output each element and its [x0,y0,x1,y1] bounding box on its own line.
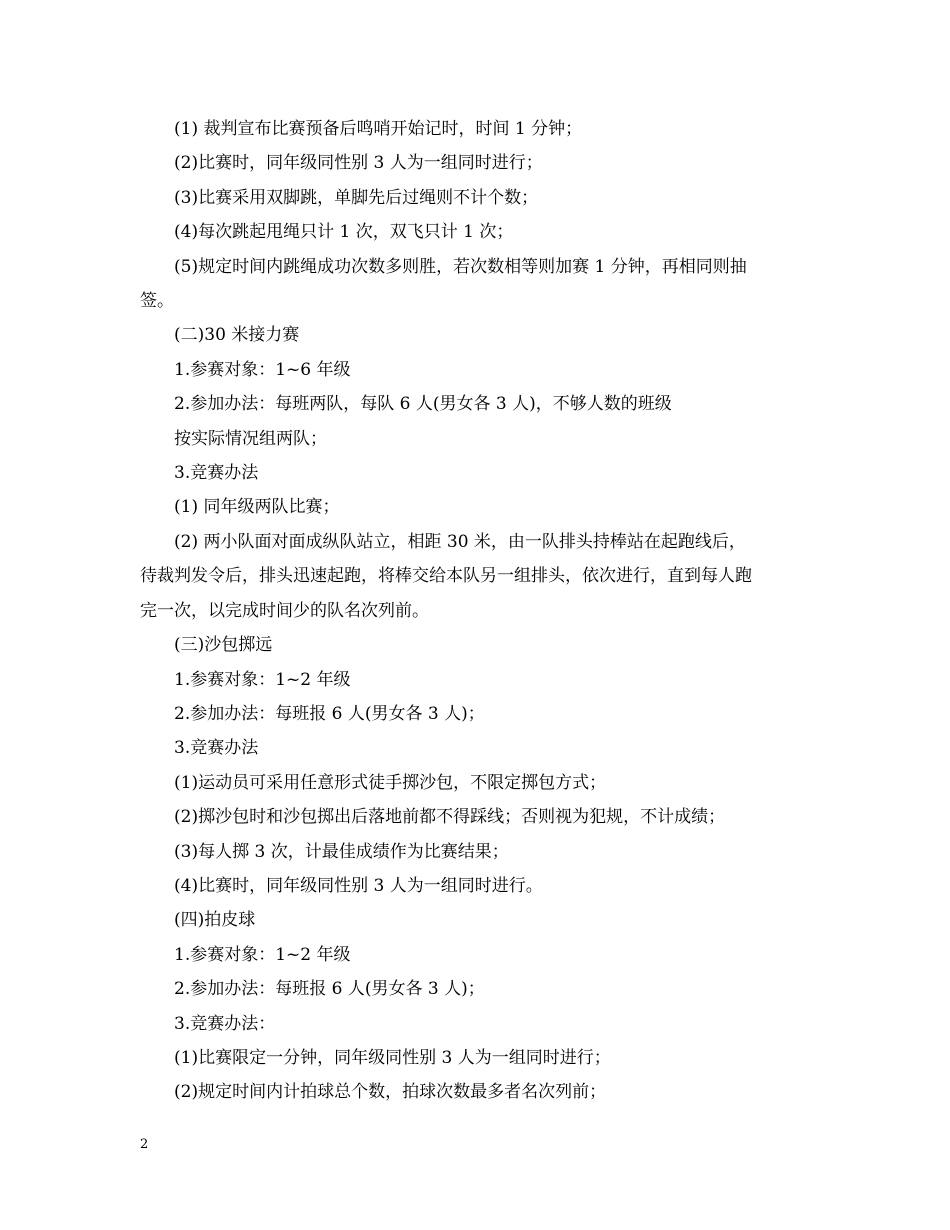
text-line: (2) 两小队面对面成纵队站立，相距 30 米，由一队排头持棒站在起跑线后， [174,531,746,552]
text-line: 3.竞赛办法： [174,1013,276,1034]
text-line: (1) 裁判宣布比赛预备后鸣哨开始记时，时间 1 分钟； [174,119,583,139]
text-line: (3)比赛采用双脚跳，单脚先后过绳则不计个数； [174,187,539,208]
text-line: (1) 同年级两队比赛； [174,497,340,518]
text-line: (5)规定时间内跳绳成功次数多则胜，若次数相等则加赛 1 分钟，再相同则抽 [174,256,747,277]
document-body [140,112,820,1110]
text-line: (4)每次跳起甩绳只计 1 次，双飞只计 1 次； [174,222,514,243]
text-line: 3.竞赛办法 [174,463,259,484]
page-number: 2 [140,1137,149,1152]
text-line: (四)拍皮球 [174,910,256,931]
text-line: 1.参赛对象：1~6 年级 [174,359,351,380]
text-line: (1)运动员可采用任意形式徒手掷沙包，不限定掷包方式； [174,772,607,793]
text-line: 按实际情况组两队； [174,428,327,449]
text-line: (1)比赛限定一分钟，同年级同性别 3 人为一组同时进行； [174,1047,611,1068]
text-line: (2)比赛时，同年级同性别 3 人为一组同时进行； [174,153,543,174]
text-line: 2.参加办法：每班报 6 人(男女各 3 人)； [174,979,485,1000]
text-line: (三)沙包掷远 [174,635,273,656]
text-line: 待裁判发令后，排头迅速起跑，将棒交给本队另一组排头，依次进行，直到每人跑 [140,566,752,587]
text-line: 3.竞赛办法 [174,738,259,759]
text-line: (2)规定时间内计拍球总个数，拍球次数最多者名次列前； [174,1082,607,1103]
text-line: 完一次，以完成时间少的队名次列前。 [140,600,429,621]
text-line: 1.参赛对象：1~2 年级 [174,669,351,690]
text-line: (2)掷沙包时和沙包掷出后落地前都不得踩线；否则视为犯规，不计成绩； [174,807,726,828]
text-line: 1.参赛对象：1~2 年级 [174,944,351,965]
text-line: 签。 [140,291,174,312]
text-line: (二)30 米接力赛 [174,325,300,346]
text-line: 2.参加办法：每班报 6 人(男女各 3 人)； [174,703,485,724]
text-line: 2.参加办法：每班两队，每队 6 人(男女各 3 人)，不够人数的班级 [174,394,672,415]
text-line: (4)比赛时，同年级同性别 3 人为一组同时进行。 [174,875,543,896]
text-line: (3)每人掷 3 次，计最佳成绩作为比赛结果； [174,841,509,862]
